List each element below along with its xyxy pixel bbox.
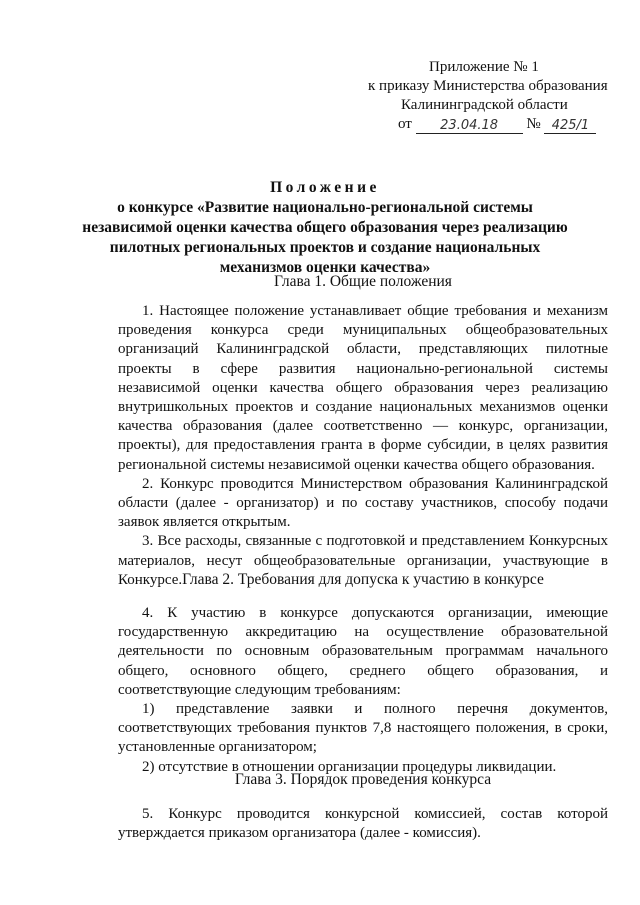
title-subject: о конкурсе «Развитие национально-региональной системы независимой оценки качества общего образования через реализацию пилотных региональных проектов и создание национальных механизмов оценки качества»	[82, 199, 568, 276]
chapter-2-body	[118, 604, 608, 777]
paragraph-4-item-2: 2) отсутствие в отношении организации процедуры ликвидации.	[142, 758, 557, 775]
title-word: Положение	[270, 179, 380, 196]
paragraph-1: 1. Настоящее положение устанавливает общие требования и механизм проведения конкурса среди муниципальных общеобразовательных организаций Калининградской области, представляющих пилотные проекты в сфере развития национально-региональной системы независимой оценки качества общего образования через реализацию внутришкольных проектов и создание национальных механизмов оценки качества образования (далее соответственно — конкурс, организации, проекты), для предоставления гранта в форме субсидии, в целях развития региональной системы независимой оценки качества общего образования.	[118, 303, 608, 473]
order-date-line	[360, 115, 620, 134]
paragraph-4-item-1: 1) представление заявки и полного перечня документов, соответствующих требования пунктов 7,8 настоящего положения, в сроки, установленные организатором;	[118, 701, 608, 756]
paragraph-5: 5. Конкурс проводится конкурсной комиссией, состав которой утверждается приказом организатора (далее - комиссия).	[118, 806, 608, 842]
paragraph-4: 4. К участию в конкурсе допускаются организации, имеющие государственную аккредитацию на осуществление образовательной деятельности по основным образовательным программам начального общего, основного общего, среднего общего образования, и соответствующие следующим требованиям:	[118, 605, 608, 698]
appendix-header	[360, 58, 620, 134]
chapter-1-body	[118, 302, 608, 590]
chapter-1-heading: Глава 1. Общие положения	[274, 273, 452, 290]
region-name: Калининградской области	[401, 97, 568, 113]
order-reference: к приказу Министерства образования	[368, 78, 608, 94]
chapter-3-body	[118, 805, 608, 843]
number-prefix: №	[526, 116, 541, 132]
handwritten-date: 23.04.18	[416, 116, 523, 134]
date-prefix: от	[398, 116, 412, 132]
chapter-3-heading: Глава 3. Порядок проведения конкурса	[234, 771, 492, 788]
handwritten-number: 425/1	[544, 116, 596, 134]
chapter-2-heading: Глава 2. Требования для допуска к участию в конкурсе	[182, 571, 544, 588]
document-title	[78, 178, 572, 278]
paragraph-2: 2. Конкурс проводится Министерством образования Калининградской области (далее - организатор) и по составу участников, способу подачи заявок является открытым.	[118, 475, 608, 531]
appendix-number: Приложение № 1	[429, 59, 539, 75]
paragraph-3: 3. Все расходы, связанные с подготовкой и представлением Конкурсных материалов, несут общеобразовательные организации, участвующие в Конкурсе.	[118, 533, 608, 588]
